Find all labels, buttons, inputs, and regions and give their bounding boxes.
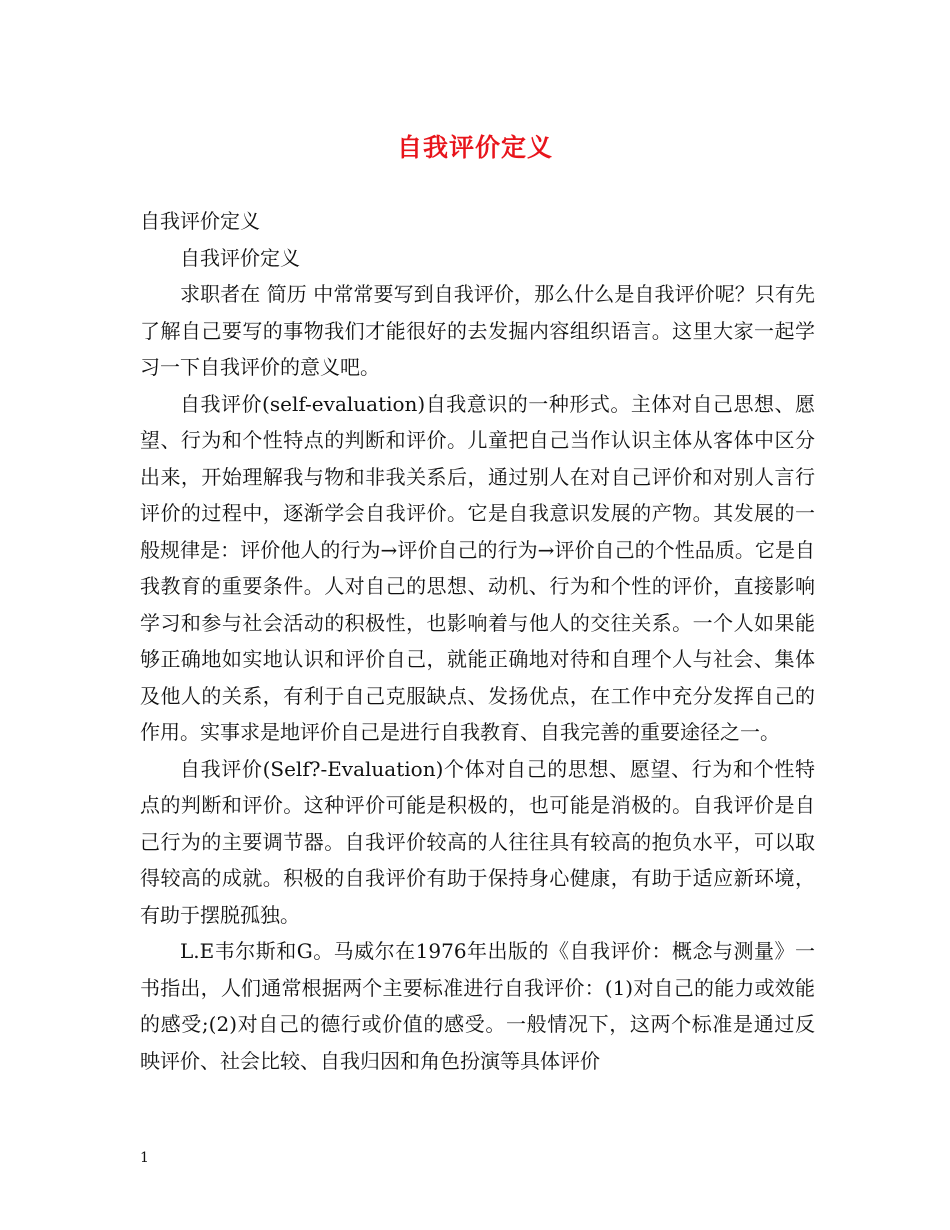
paragraph: 求职者在 简历 中常常要写到自我评价，那么什么是自我评价呢？只有先了解自己要写的事物我们才能很好的去发掘内容组织语言。这里大家一起学习一下自我评价的意义吧。 [140, 282, 815, 379]
page-title: 自我评价定义 [396, 133, 553, 162]
paragraph: 自我评价定义 [140, 209, 260, 233]
document-body [140, 203, 815, 1079]
page-number: 1 [140, 1150, 149, 1166]
paragraph: L.E韦尔斯和G。马威尔在1976年出版的《自我评价：概念与测量》一书指出，人们通常根据两个主要标准进行自我评价：(1)对自己的能力或效能的感受;(2)对自己的德行或价值的感受。一般情况下，这两个标准是通过反映评价、社会比较、自我归因和角色扮演等具体评价 [140, 939, 815, 1073]
paragraph: 自我评价(self-evaluation)自我意识的一种形式。主体对自己思想、愿望、行为和个性特点的判断和评价。儿童把自己当作认识主体从客体中区分出来，开始理解我与物和非我关系后，通过别人在对自己评价和对别人言行评价的过程中，逐渐学会自我评价。它是自我意识发展的产物。其发展的一般规律是：评价他人的行为→评价自己的行为→评价自己的个性品质。它是自我教育的重要条件。人对自己的思想、动机、行为和个性的评价，直接影响学习和参与社会活动的积极性，也影响着与他人的交往关系。一个人如果能够正确地如实地认识和评价自己，就能正确地对待和自理个人与社会、集体及他人的关系，有利于自己克服缺点、发扬优点，在工作中充分发挥自己的作用。实事求是地评价自己是进行自我教育、自我完善的重要途径之一。 [140, 391, 815, 744]
paragraph: 自我评价定义 [180, 245, 300, 270]
paragraph: 自我评价(Self?-Evaluation)个体对自己的思想、愿望、行为和个性特点的判断和评价。这种评价可能是积极的，也可能是消极的。自我评价是自己行为的主要调节器。自我评价较高的人往往具有较高的抱负水平，可以取得较高的成就。积极的自我评价有助于保持身心健康，有助于适应新环境，有助于摆脱孤独。 [140, 756, 815, 927]
